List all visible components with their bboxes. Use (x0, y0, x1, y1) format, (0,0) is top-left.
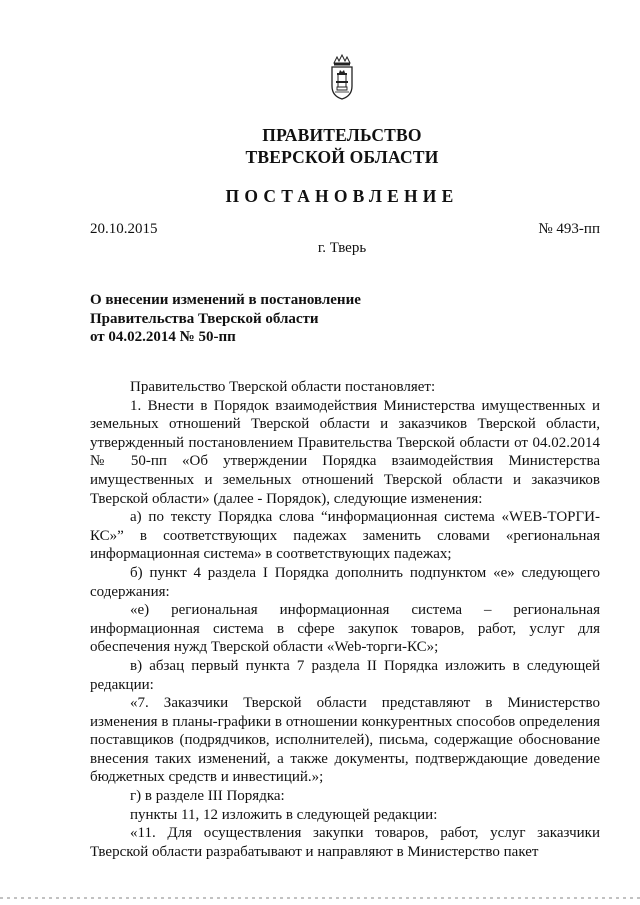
subject-line: Правительства Тверской области (90, 310, 319, 327)
document-body (90, 378, 600, 861)
body-paragraph-points: пункты 11, 12 изложить в следующей редакции: (130, 806, 438, 823)
body-paragraph-item-1: 1. Внести в Порядок взаимодействия Министерства имущественных и земельных отношений Тверской области и заказчиков Тверской области, утвержденный постановлением Правительства Тверской области от 04.02.2014 № 50-пп «Об утверждении Порядка взаимодействия Министерства имущественных и земельных отношений Тверской области и заказчиков Тверской области» (далее - Порядок), следующие изменения: (90, 397, 600, 507)
government-title: ПРАВИТЕЛЬСТВО (262, 125, 422, 145)
document-date: 20.10.2015 (90, 221, 158, 237)
body-paragraph-item-g: г) в разделе III Порядка: (130, 788, 285, 805)
scan-bottom-edge (0, 897, 640, 899)
body-paragraph-quote-7: «7. Заказчики Тверской области представляют в Министерство изменения в планы-графики в отношении конкурентных способов определения поставщиков (подрядчиков, исполнителей), письма, содержащие обоснование внесения таких изменений, а также документы, подтверждающие доведение бюджетных средств и инвестиций.»; (90, 695, 600, 786)
document-number: № 493-пп (538, 221, 600, 237)
body-paragraph-quote-e: «е) региональная информационная система – региональная информационная система в сфере закупок товаров, работ, услуг для обеспечения нужд Тверской области «Web-торги-КС»; (90, 602, 600, 656)
body-paragraph-item-a: а) по тексту Порядка слова “информационная система «WEB-ТОРГИ-КС»” в соответствующих падежах заменить словами «региональная информационная система» в соответствующих падежах; (90, 509, 600, 563)
document-city: г. Тверь (317, 240, 367, 256)
body-paragraph-preamble: Правительство Тверской области постановляет: (130, 379, 436, 395)
document-type: ПОСТАНОВЛЕНИЕ (225, 186, 459, 206)
document-subject (90, 291, 361, 347)
tver-coat-of-arms-icon (329, 54, 355, 100)
body-paragraph-item-v: в) абзац первый пункта 7 раздела II Порядка изложить в следующей редакции: (90, 657, 600, 693)
body-paragraph-item-b: б) пункт 4 раздела I Порядка дополнить подпунктом «е» следующего содержания: (90, 564, 600, 600)
region-title: ТВЕРСКОЙ ОБЛАСТИ (245, 147, 439, 167)
subject-line: от 04.02.2014 № 50-пп (90, 329, 236, 345)
subject-line: О внесении изменений в постановление (90, 292, 361, 308)
body-paragraph-quote-11: «11. Для осуществления закупки товаров, работ, услуг заказчики Тверской области разрабатывают и направляют в Министерство пакет (90, 825, 600, 860)
